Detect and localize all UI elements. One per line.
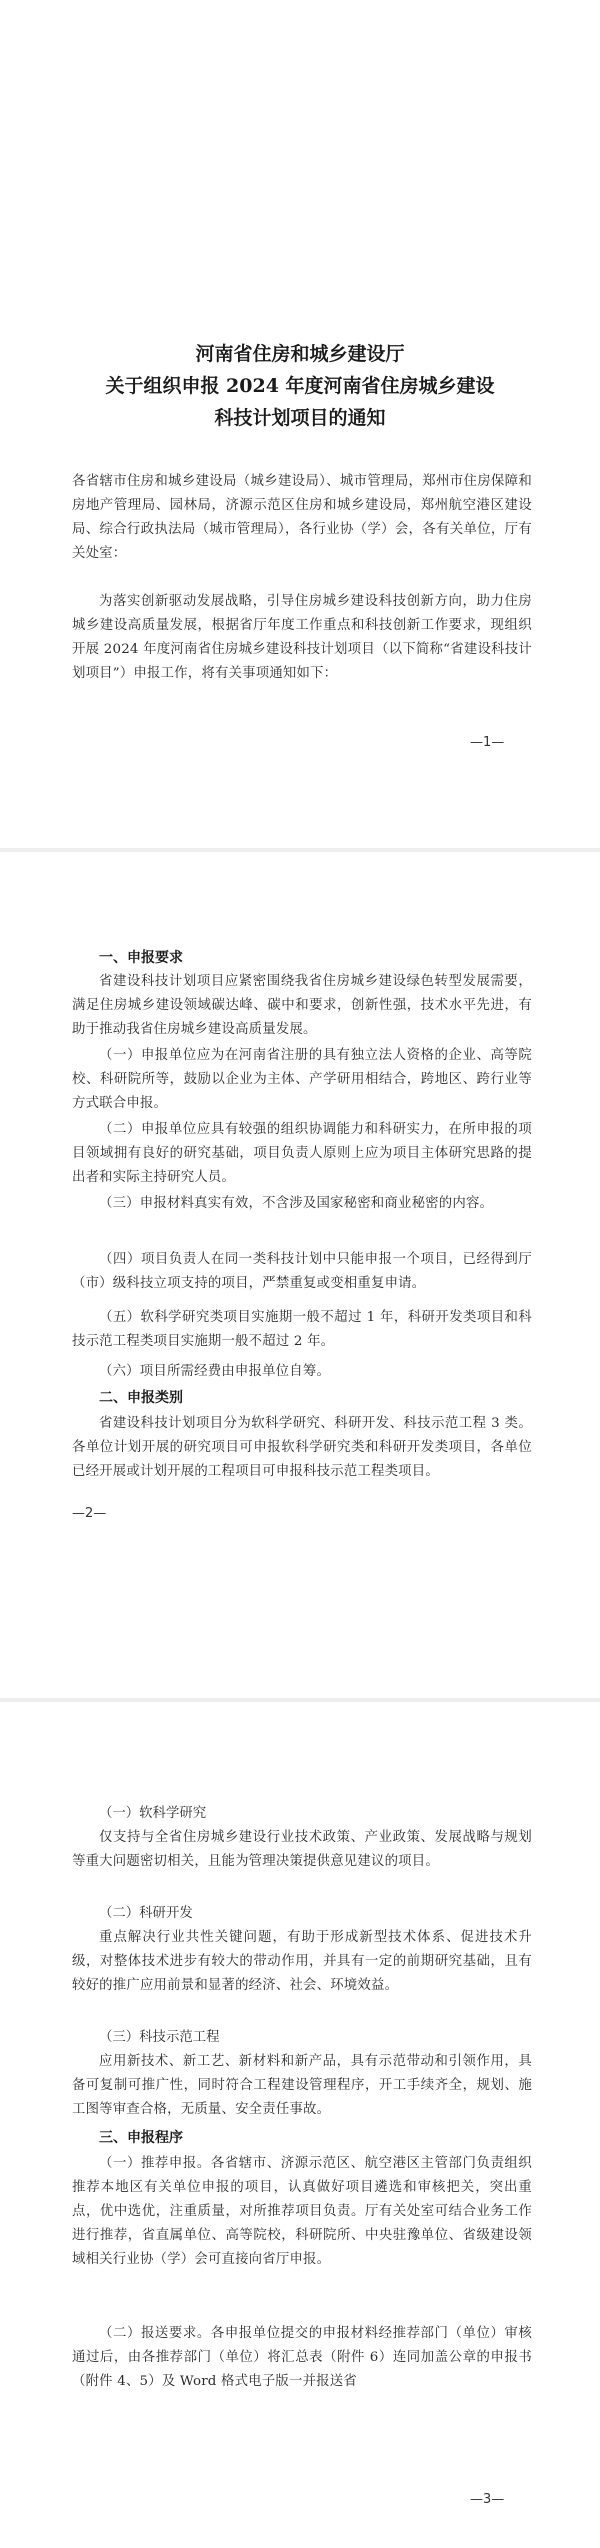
- requirement-item-1: （一）申报单位应为在河南省注册的具有独立法人资格的企业、高等院校、科研院所等，鼓励以企业为主体、产学研用相结合，跨地区、跨行业等方式联合申报。: [72, 1048, 532, 1111]
- page-number: —2—: [72, 1506, 107, 1521]
- subheading-demo-project: （三）科技示范工程: [99, 2030, 220, 2045]
- categories-paragraph: 省建设科技计划项目分为软科学研究、科研开发、科技示范工程 3 类。各单位计划开展的研究项目可申报软科学研究类和科研开发类项目，各单位已经开展或计划开展的工程项目可申报科技示范工程类项目。: [72, 1416, 532, 1479]
- section-heading-procedure: 三、申报程序: [99, 2130, 183, 2146]
- requirements-intro: 省建设科技计划项目应紧密围绕我省住房城乡建设绿色转型发展需要，满足住房城乡建设领域碳达峰、碳中和要求，创新性强，技术水平先进，有助于推动我省住房城乡建设高质量发展。: [72, 974, 532, 1037]
- title-line-3: 科技计划项目的通知: [214, 407, 386, 429]
- title-line-1: 河南省住房和城乡建设厅: [195, 343, 405, 365]
- procedure-item-1: （一）推荐申报。各省辖市、济源示范区、航空港区主管部门负责组织推荐本地区有关单位申报的项目，认真做好项目遴选和审核把关，突出重点，优中选优，注重质量，对所推荐项目负责。厅有关处室可结合业务工作进行推荐，省直属单位、高等院校，科研院所、中央驻豫单位、省级建设领域相关行业协（学）会可直接向省厅申报。: [72, 2156, 532, 2267]
- rnd-paragraph: 重点解决行业共性关键问题，有助于形成新型技术体系、促进技术升级，对整体技术进步有较大的带动作用，并具有一定的前期研究基础，且有较好的推广应用前景和显著的经济、社会、环境效益。: [72, 1930, 532, 1993]
- requirement-item-2: （二）申报单位应具有较强的组织协调能力和科研实力，在所申报的项目领域拥有良好的研究基础，项目负责人原则上应为项目主体研究思路的提出者和实际主持研究人员。: [72, 1122, 532, 1185]
- subheading-rnd: （二）科研开发: [99, 1906, 193, 1921]
- addressees-paragraph: 各省辖市住房和城乡建设局（城乡建设局）、城市管理局，郑州市住房保障和房地产管理局、园林局，济源示范区住房和城乡建设局，郑州航空港区建设局、综合行政执法局（城市管理局），各行业协（学）会，各有关单位，厅有关处室：: [72, 474, 532, 561]
- soft-science-paragraph: 仅支持与全省住房城乡建设行业技术政策、产业政策、发展战略与规划等重大问题密切相关，且能为管理决策提供意见建议的项目。: [72, 1830, 532, 1869]
- section-heading-categories: 二、申报类别: [99, 1390, 183, 1406]
- document-page-2: [0, 852, 600, 1698]
- page-number: —3—: [470, 2492, 505, 2507]
- document-page-3: [0, 1702, 600, 2548]
- section-heading-requirements: 一、申报要求: [99, 950, 183, 966]
- intro-paragraph: 为落实创新驱动发展战略，引导住房城乡建设科技创新方向，助力住房城乡建设高质量发展，根据省厅年度工作重点和科技创新工作要求，现组织开展 2024 年度河南省住房城乡建设科技计划项目（以下简称“省建设科技计划项目”）申报工作，将有关事项通知如下：: [72, 594, 532, 681]
- requirement-item-5: （五）软科学研究类项目实施期一般不超过 1 年，科研开发类项目和科技示范工程类项目实施期一般不超过 2 年。: [72, 1310, 532, 1349]
- requirement-item-3: （三）申报材料真实有效，不含涉及国家秘密和商业秘密的内容。: [99, 1196, 494, 1211]
- procedure-item-2: （二）报送要求。各申报单位提交的申报材料经推荐部门（单位）审核通过后，由各推荐部门（单位）将汇总表（附件 6）连同加盖公章的申报书（附件 4、5）及 Word 格式电子版一并报送省: [72, 2326, 532, 2389]
- requirement-item-6: （六）项目所需经费由申报单位自筹。: [99, 1364, 331, 1379]
- document-page-1: [0, 0, 600, 848]
- title-line-2: 关于组织申报 2024 年度河南省住房城乡建设: [105, 375, 495, 397]
- demo-project-paragraph: 应用新技术、新工艺、新材料和新产品，具有示范带动和引领作用，具备可复制可推广性，同时符合工程建设管理程序，开工手续齐全，规划、施工图等审查合格，无质量、安全责任事故。: [72, 2054, 532, 2117]
- page-number: —1—: [470, 735, 505, 750]
- subheading-soft-science: （一）软科学研究: [99, 1806, 207, 1821]
- requirement-item-4: （四）项目负责人在同一类科技计划中只能申报一个项目，已经得到厅（市）级科技立项支持的项目，严禁重复或变相重复申请。: [72, 1252, 532, 1291]
